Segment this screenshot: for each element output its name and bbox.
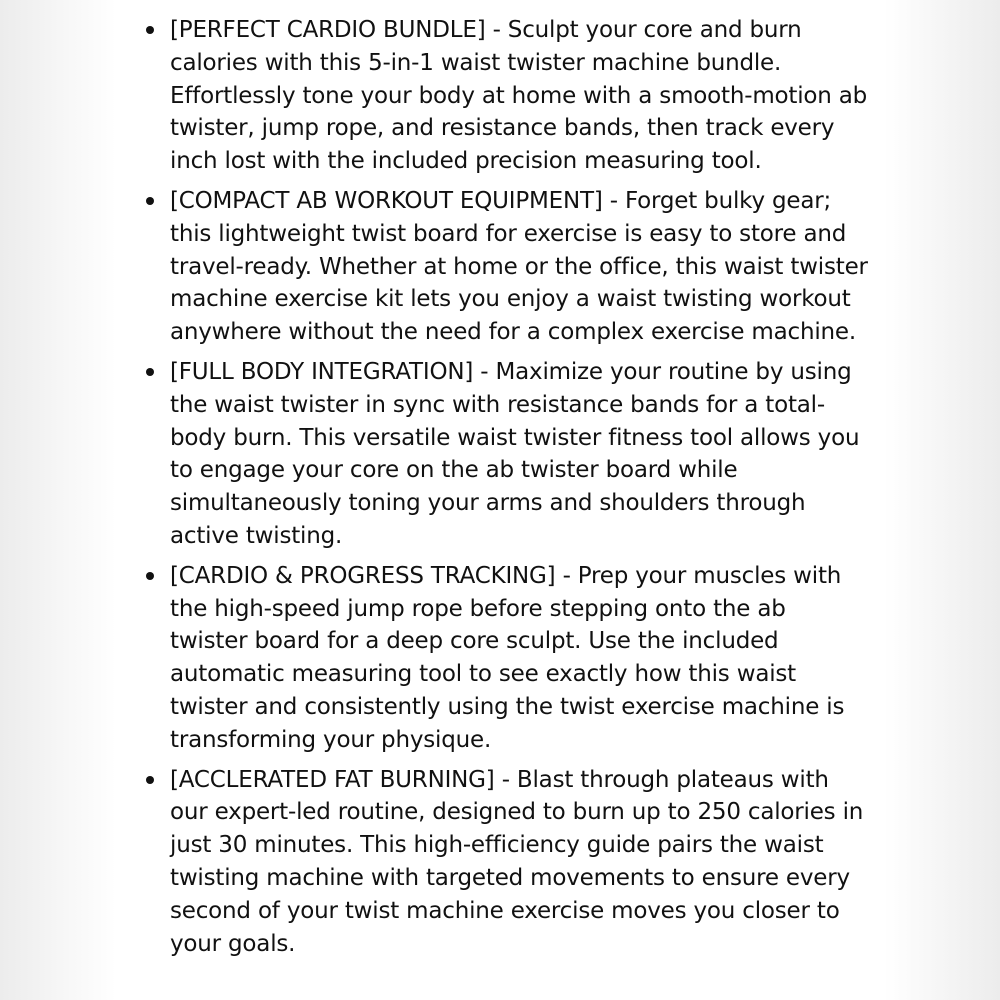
feature-body: - Prep your muscles with the high-speed jump rope before stepping onto the ab twister board for a deep core sculpt. Use the included automatic measuring tool to see exactly how this waist twister and consistently using the twist exercise machine is transforming your physique. [170,562,845,753]
feature-body: - Forget bulky gear; this lightweight twist board for exercise is easy to store and travel-ready. Whether at home or the office, this waist twister machine exercise kit lets you enjoy a waist twisting workout anywhere without the need for a complex exercise machine. [170,187,868,346]
feature-bullet [170,14,870,178]
feature-body: - Blast through plateaus with our expert-led routine, designed to burn up to 250 calories in just 30 minutes. This high-efficiency guide pairs the waist twisting machine with targeted movements to ensure every second of your twist machine exercise moves you closer to your goals. [170,766,864,957]
feature-heading: [CARDIO & PROGRESS TRACKING] [170,562,556,589]
feature-heading: [FULL BODY INTEGRATION] [170,358,474,385]
bullet-dot-icon [146,572,154,580]
feature-bullet-text [170,560,870,757]
feature-bullet [170,356,870,553]
product-description-card [116,0,884,1000]
feature-heading: [PERFECT CARDIO BUNDLE] [170,17,486,43]
feature-bullet-text [170,185,870,349]
bullet-dot-icon [146,197,154,205]
feature-bullet [170,185,870,349]
feature-heading: [ACCLERATED FAT BURNING] [170,766,495,793]
feature-body: - Maximize your routine by using the waist twister in sync with resistance bands for a total-body burn. This versatile waist twister fitness tool allows you to engage your core on the ab twister board while simultaneously toning your arms and shoulders through active twisting. [170,358,860,549]
feature-bullet [170,560,870,757]
feature-body: - Sculpt your core and burn calories with this 5-in-1 waist twister machine bundle. Effortlessly tone your body at home with a smooth-motion ab twister, jump rope, and resistance bands, then track every inch lost with the included precision measuring tool. [170,17,868,175]
feature-bullet [170,764,870,961]
bullet-dot-icon [146,776,154,784]
bullet-dot-icon [146,368,154,376]
feature-bullet-text [170,14,870,178]
feature-bullet-text [170,356,870,553]
feature-bullet-list [170,14,870,967]
bullet-dot-icon [146,26,154,34]
feature-bullet-text [170,764,870,961]
feature-heading: [COMPACT AB WORKOUT EQUIPMENT] [170,187,603,214]
